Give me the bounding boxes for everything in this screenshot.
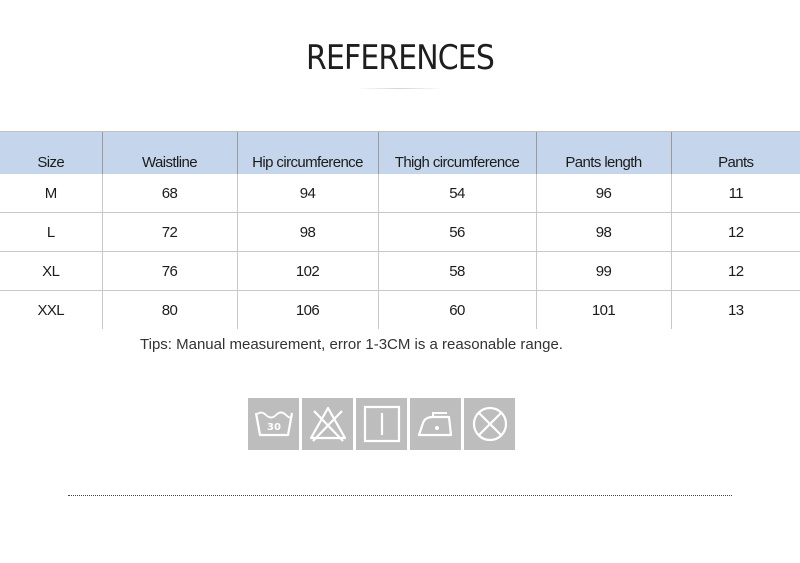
iron-low-icon [410,398,461,450]
table-cell: 58 [378,252,536,291]
table-cell: 98 [237,213,378,252]
column-header: Hip circumference [237,132,378,175]
column-header: Thigh circumference [378,132,536,175]
table-cell: 98 [536,213,671,252]
table-cell: 12 [671,213,800,252]
table-cell: 106 [237,291,378,330]
table-cell: 99 [536,252,671,291]
table-row [0,252,800,291]
table-cell: 76 [102,252,237,291]
table-cell: 96 [536,174,671,213]
table-cell: 101 [536,291,671,330]
column-header: Size [0,132,102,175]
column-header: Pants length [536,132,671,175]
no-bleach-icon [302,398,353,450]
table-cell: XXL [37,301,65,319]
table-cell: 68 [102,174,237,213]
table-row [0,174,800,213]
table-row [0,291,800,330]
table-cell: 60 [378,291,536,330]
table-header-row [0,132,800,175]
size-chart-table [0,131,800,329]
page-title: REFERENCES [306,38,494,78]
no-dry-clean-icon [464,398,515,450]
care-icons-row [248,398,515,450]
table-cell: 54 [378,174,536,213]
table-cell: L [0,213,102,252]
table-cell: XL [0,252,102,291]
column-header: Waistline [102,132,237,175]
table-cell: 80 [102,291,237,330]
line-dry-icon [356,398,407,450]
table-cell: 12 [671,252,800,291]
table-cell: 13 [671,291,800,330]
column-header: Pants [671,132,800,175]
title-underline [355,88,445,89]
wash-temp-label: 30 [266,422,281,433]
dotted-divider [68,495,732,496]
wash-30-icon [248,398,299,450]
table-cell: 94 [237,174,378,213]
table-cell: 72 [102,213,237,252]
table-cell: 11 [671,174,800,213]
table-cell: 56 [378,213,536,252]
measurement-tips: Tips: Manual measurement, error 1-3CM is a reasonable range. [140,336,563,353]
table-row [0,213,800,252]
table-cell: 102 [237,252,378,291]
table-cell: M [0,174,102,213]
